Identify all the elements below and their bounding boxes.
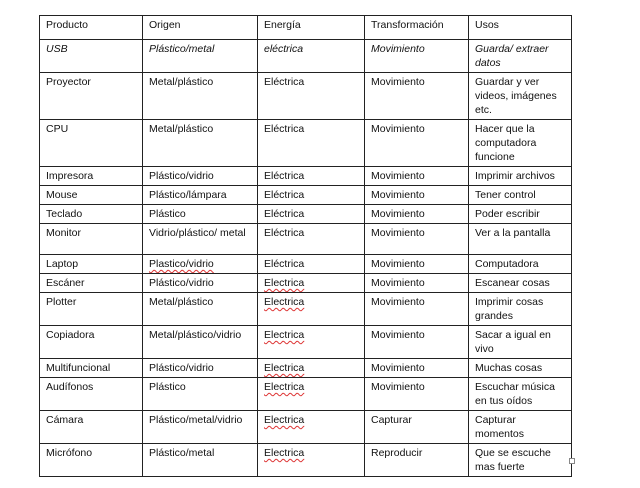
cell-producto: Mouse <box>40 186 143 205</box>
header-origen: Origen <box>143 16 258 40</box>
table-header-row <box>40 16 572 40</box>
cell-energia: Eléctrica <box>258 205 365 224</box>
cell-producto: Multifuncional <box>40 359 143 378</box>
header-producto: Producto <box>40 16 143 40</box>
cell-energia: Electrica <box>258 359 365 378</box>
table-row <box>40 444 572 477</box>
cell-producto: Cámara <box>40 411 143 444</box>
table-row <box>40 255 572 274</box>
cell-energia: Electrica <box>258 274 365 293</box>
cell-usos: Poder escribir <box>469 205 572 224</box>
cell-usos: Imprimir cosas grandes <box>469 293 572 326</box>
cell-producto: Micrófono <box>40 444 143 477</box>
cell-origen: Plastico/vidrio <box>143 255 258 274</box>
cell-transformacion: Movimiento <box>365 205 469 224</box>
cell-origen: Plástico/metal/vidrio <box>143 411 258 444</box>
cell-transformacion: Movimiento <box>365 167 469 186</box>
cell-producto: Impresora <box>40 167 143 186</box>
cell-energia: Eléctrica <box>258 120 365 167</box>
cell-origen: Plástico/metal <box>143 40 258 73</box>
cell-producto: Escáner <box>40 274 143 293</box>
cell-energia: eléctrica <box>258 40 365 73</box>
cell-usos: Escanear cosas <box>469 274 572 293</box>
cell-producto: Copiadora <box>40 326 143 359</box>
table-row <box>40 224 572 255</box>
cell-energia: Eléctrica <box>258 167 365 186</box>
table-resize-handle[interactable] <box>569 458 575 464</box>
cell-transformacion: Movimiento <box>365 186 469 205</box>
cell-transformacion: Movimiento <box>365 274 469 293</box>
table-row <box>40 205 572 224</box>
cell-origen: Plástico/vidrio <box>143 167 258 186</box>
cell-usos: Capturar momentos <box>469 411 572 444</box>
header-energia: Energía <box>258 16 365 40</box>
cell-producto: CPU <box>40 120 143 167</box>
cell-origen: Metal/plástico <box>143 293 258 326</box>
cell-producto: USB <box>40 40 143 73</box>
cell-usos: Tener control <box>469 186 572 205</box>
table-row <box>40 40 572 73</box>
header-transformacion: Transformación <box>365 16 469 40</box>
cell-usos: Imprimir archivos <box>469 167 572 186</box>
cell-origen: Plástico <box>143 205 258 224</box>
cell-transformacion: Movimiento <box>365 224 469 255</box>
cell-usos: Que se escuche mas fuerte <box>469 444 572 477</box>
table-row <box>40 167 572 186</box>
table-row <box>40 73 572 120</box>
cell-transformacion: Movimiento <box>365 255 469 274</box>
cell-producto: Monitor <box>40 224 143 255</box>
cell-transformacion: Movimiento <box>365 73 469 120</box>
table-row <box>40 186 572 205</box>
cell-transformacion: Movimiento <box>365 293 469 326</box>
cell-usos: Muchas cosas <box>469 359 572 378</box>
table-row <box>40 120 572 167</box>
cell-usos: Guardar y ver videos, imágenes etc. <box>469 73 572 120</box>
cell-transformacion: Movimiento <box>365 326 469 359</box>
table-row <box>40 293 572 326</box>
cell-usos: Sacar a igual en vivo <box>469 326 572 359</box>
cell-origen: Plástico/lámpara <box>143 186 258 205</box>
cell-energia: Eléctrica <box>258 73 365 120</box>
cell-energia: Eléctrica <box>258 255 365 274</box>
cell-producto: Teclado <box>40 205 143 224</box>
cell-transformacion: Movimiento <box>365 40 469 73</box>
cell-energia: Electrica <box>258 444 365 477</box>
cell-energia: Electrica <box>258 378 365 411</box>
cell-transformacion: Movimiento <box>365 120 469 167</box>
cell-producto: Audífonos <box>40 378 143 411</box>
cell-origen: Plástico/vidrio <box>143 274 258 293</box>
table-row <box>40 378 572 411</box>
cell-usos: Hacer que la computadora funcione <box>469 120 572 167</box>
cell-origen: Vidrio/plástico/ metal <box>143 224 258 255</box>
cell-usos: Computadora <box>469 255 572 274</box>
cell-origen: Metal/plástico <box>143 120 258 167</box>
table-row <box>40 274 572 293</box>
cell-transformacion: Reproducir <box>365 444 469 477</box>
cell-origen: Plástico/vidrio <box>143 359 258 378</box>
products-table <box>39 15 572 477</box>
cell-energia: Electrica <box>258 411 365 444</box>
cell-producto: Laptop <box>40 255 143 274</box>
cell-usos: Escuchar música en tus oídos <box>469 378 572 411</box>
table-row <box>40 359 572 378</box>
cell-producto: Proyector <box>40 73 143 120</box>
cell-energia: Eléctrica <box>258 224 365 255</box>
cell-usos: Guarda/ extraer datos <box>469 40 572 73</box>
table-row <box>40 411 572 444</box>
cell-transformacion: Movimiento <box>365 359 469 378</box>
table-row <box>40 326 572 359</box>
cell-transformacion: Capturar <box>365 411 469 444</box>
cell-transformacion: Movimiento <box>365 378 469 411</box>
cell-producto: Plotter <box>40 293 143 326</box>
cell-usos: Ver a la pantalla <box>469 224 572 255</box>
cell-energia: Eléctrica <box>258 186 365 205</box>
cell-origen: Plástico/metal <box>143 444 258 477</box>
cell-origen: Metal/plástico <box>143 73 258 120</box>
cell-energia: Electrica <box>258 293 365 326</box>
cell-origen: Plástico <box>143 378 258 411</box>
header-usos: Usos <box>469 16 572 40</box>
cell-origen: Metal/plástico/vidrio <box>143 326 258 359</box>
cell-energia: Electrica <box>258 326 365 359</box>
